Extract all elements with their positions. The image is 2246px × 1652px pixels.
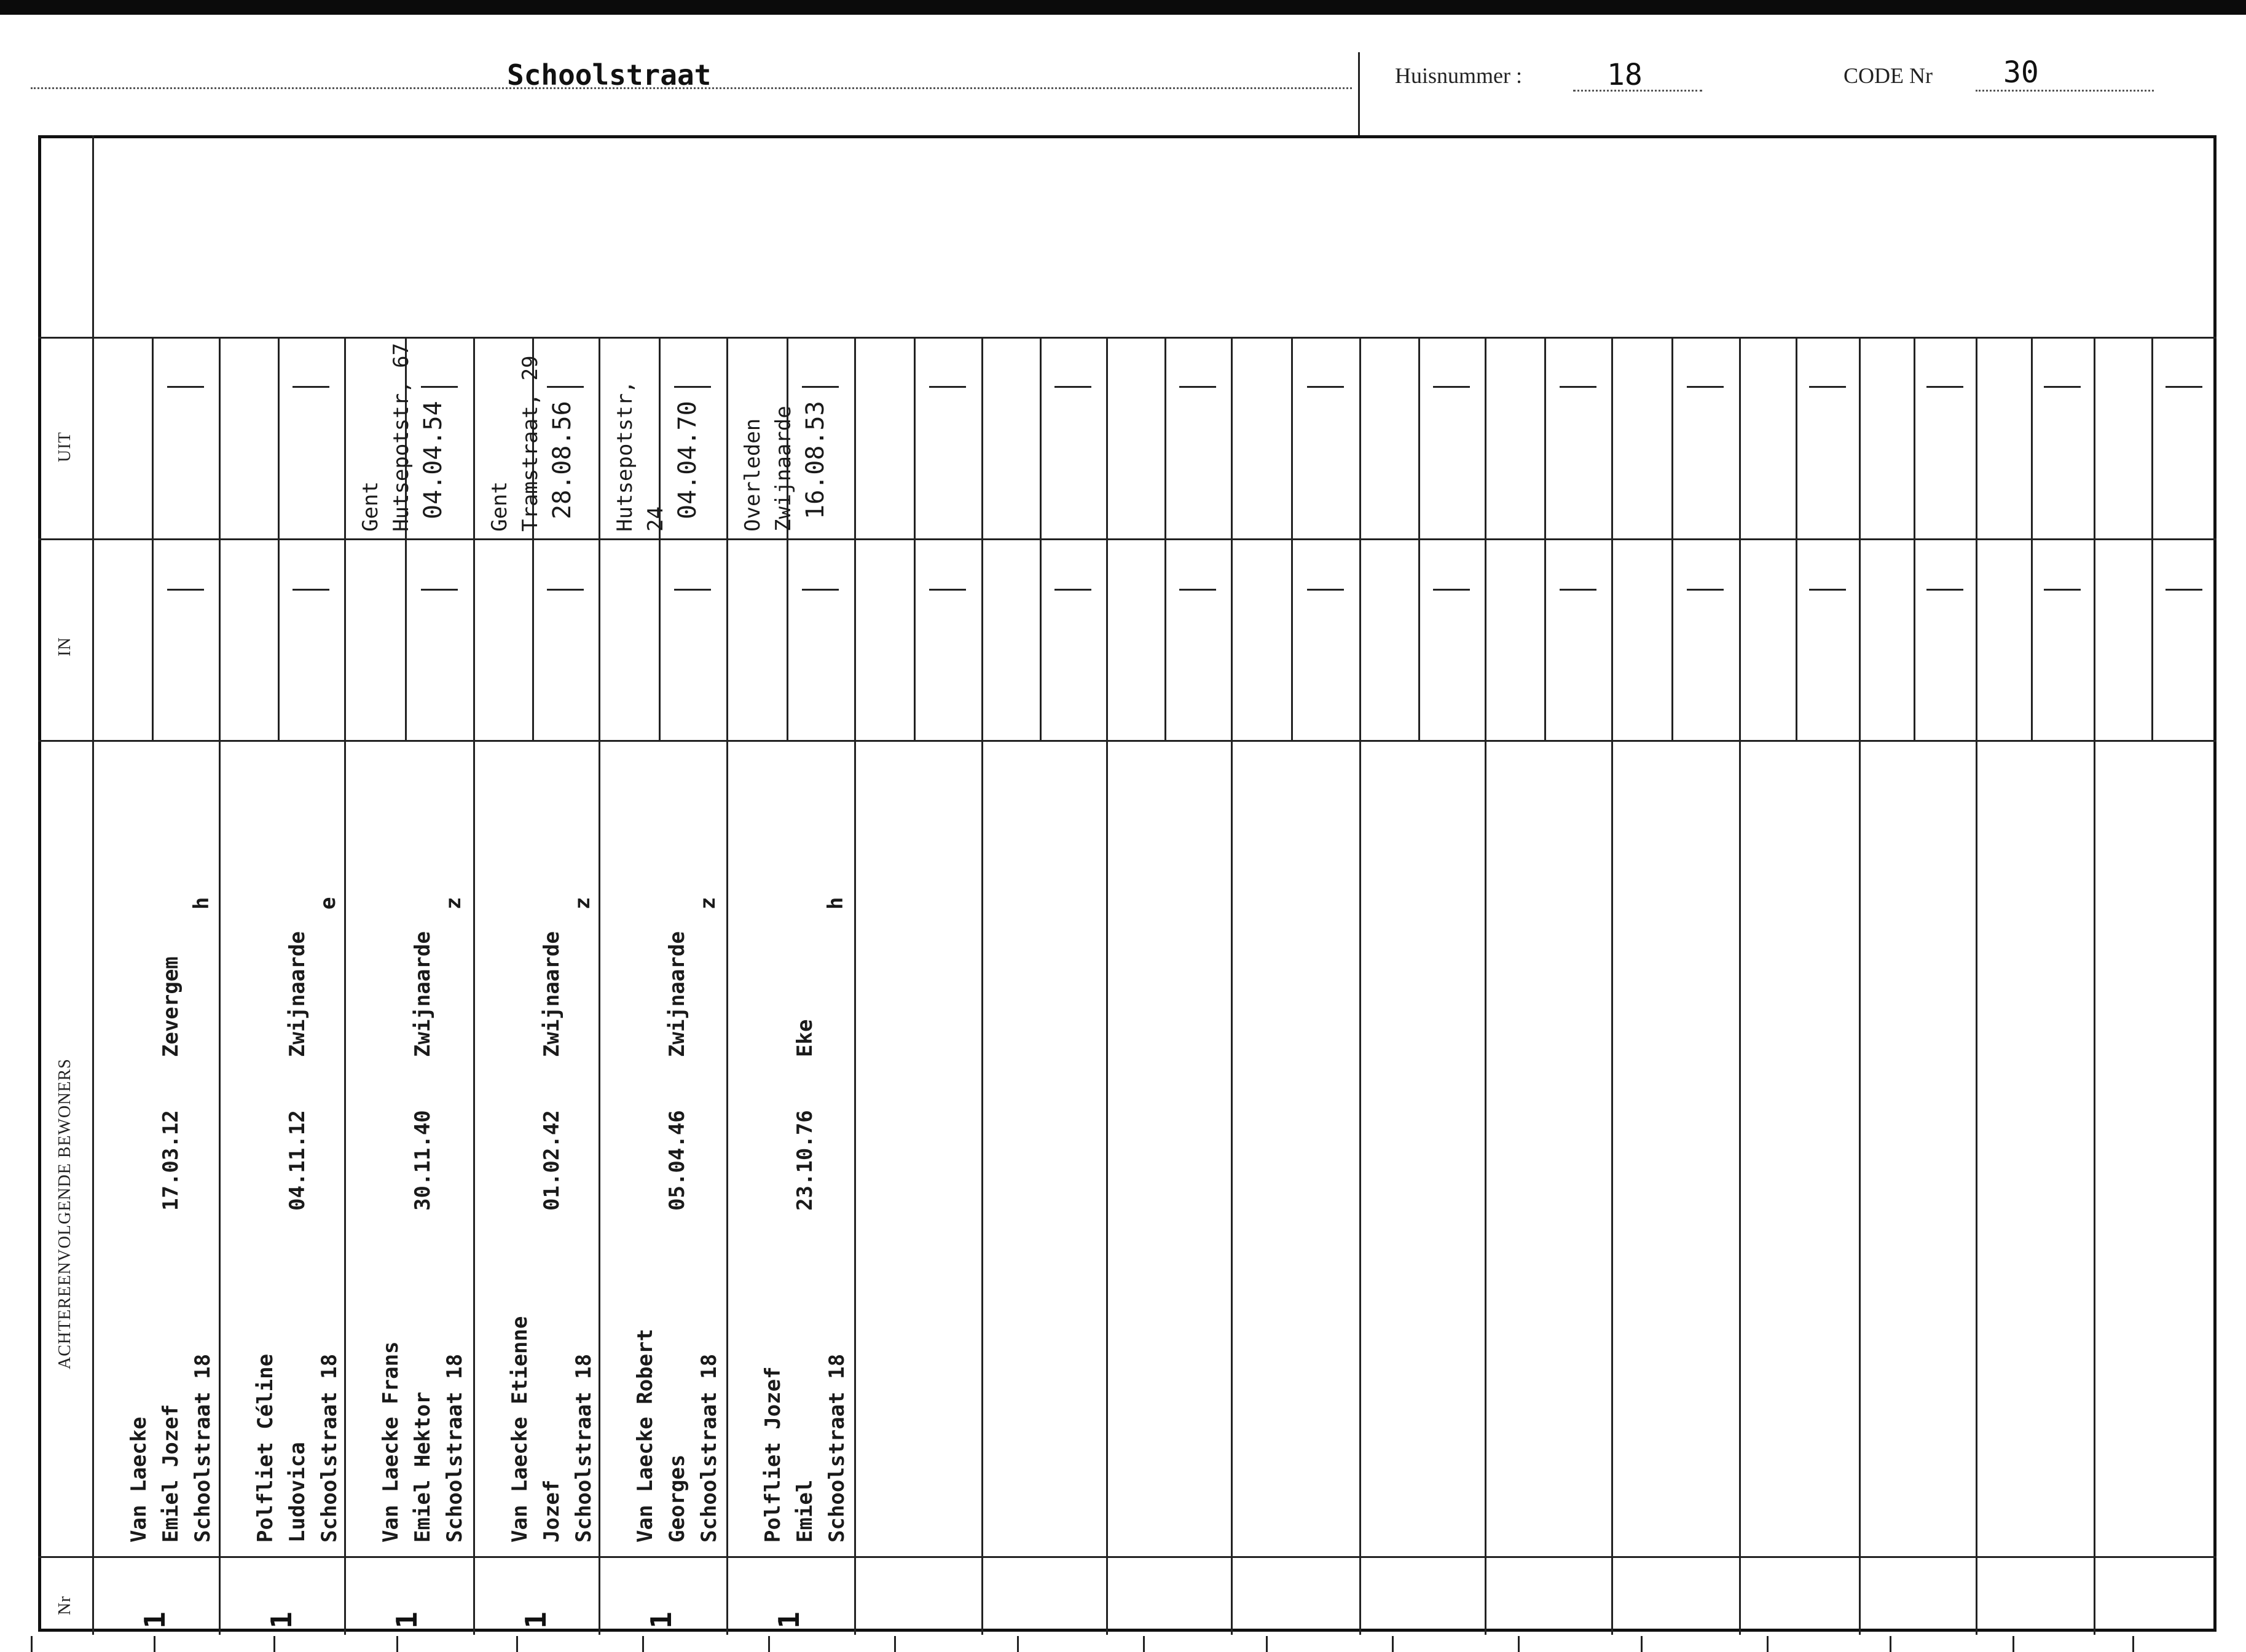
uit-top-line: [38, 337, 2217, 339]
resident-nr: 1: [390, 1611, 423, 1629]
resident-birth-place: Zwijnaarde: [410, 931, 435, 1057]
in-dash: [293, 589, 329, 591]
resident-name2: Emiel: [793, 1479, 817, 1543]
bottom-tick: [31, 1636, 33, 1652]
in-dash: [2166, 589, 2202, 591]
resident-nr: 1: [138, 1611, 171, 1629]
uit-destination: [355, 343, 417, 532]
code-value: 30: [2003, 55, 2039, 90]
code-dotted-line: [1976, 90, 2154, 92]
in-dash: [2044, 589, 2081, 591]
uit-dash: [2166, 386, 2202, 388]
in-label: IN: [55, 637, 74, 656]
resident-birth-date: 17.03.12: [159, 1110, 183, 1211]
column-line: [1976, 337, 1977, 1635]
label-column-line: [92, 135, 94, 1635]
resident-name1: Polfliet Céline: [253, 1353, 278, 1543]
resident-address: Schoolstraat 18: [442, 1353, 467, 1543]
column-line: [219, 337, 221, 1635]
resident-name1: Polfliet Jozef: [761, 1366, 785, 1543]
sub-column-line: [1796, 337, 1797, 740]
uit-line2: Hutsepotstr, 67: [389, 342, 414, 532]
uit-dash: [547, 386, 584, 388]
uit-line1: Gent: [358, 481, 383, 532]
uit-dash: [421, 386, 458, 388]
bottom-tick: [2132, 1636, 2134, 1652]
resident-mark: z: [696, 897, 720, 910]
bottom-tick: [154, 1636, 155, 1652]
resident-mark: h: [189, 897, 214, 910]
uit-date: 04.04.54: [419, 401, 447, 519]
in-dash: [1433, 589, 1470, 591]
resident-name2: Emiel Jozef: [159, 1404, 183, 1543]
column-line: [726, 337, 728, 1635]
resident-name2: Ludovica: [285, 1442, 310, 1543]
uit-line1: Gent: [487, 481, 512, 532]
resident-name-block: [504, 1316, 600, 1543]
column-line: [854, 337, 856, 1635]
resident-mark: z: [441, 897, 466, 910]
uit-dash: [1054, 386, 1091, 388]
sub-column-line: [152, 337, 154, 740]
resident-birth-place: Zwijnaarde: [540, 931, 564, 1057]
uit-date: 28.08.56: [548, 401, 576, 519]
in-dash: [1054, 589, 1091, 591]
uit-dash: [1179, 386, 1216, 388]
bottom-tick: [1767, 1636, 1769, 1652]
uit-dash: [167, 386, 204, 388]
resident-birth-date: 05.04.46: [665, 1110, 689, 1211]
column-line: [2094, 337, 2095, 1635]
resident-address: Schoolstraat 18: [825, 1353, 849, 1543]
residents-label: ACHTEREENVOLGENDE BEWONERS: [55, 1058, 74, 1369]
in-dash: [421, 589, 458, 591]
column-line: [1611, 337, 1613, 1635]
in-dash: [167, 589, 204, 591]
uit-dash: [802, 386, 839, 388]
bottom-tick: [1518, 1636, 1520, 1652]
uit-dash: [1307, 386, 1344, 388]
in-dash: [674, 589, 711, 591]
bottom-tick: [894, 1636, 896, 1652]
bottom-tick: [768, 1636, 770, 1652]
header-separator: [1358, 52, 1360, 135]
resident-address: Schoolstraat 18: [317, 1353, 342, 1543]
resident-name1: Van Laecke Frans: [379, 1341, 403, 1543]
sub-column-line: [1671, 337, 1673, 740]
sub-column-line: [1040, 337, 1042, 740]
resident-name2: Emiel Hektor: [410, 1391, 435, 1543]
in-dash: [1926, 589, 1963, 591]
house-number-label: Huisnummer :: [1395, 63, 1522, 88]
in-dash: [1179, 589, 1216, 591]
resident-birth-place: Eke: [793, 1019, 817, 1057]
resident-birth-place: Zevergem: [159, 956, 183, 1057]
nr-top-line: [38, 1556, 2217, 1558]
uit-destination: [737, 406, 799, 532]
bottom-tick: [1266, 1636, 1268, 1652]
bottom-tick: [1017, 1636, 1019, 1652]
resident-name-block: [629, 1329, 725, 1543]
uit-line2: Zwijnaarde: [771, 406, 796, 532]
in-dash: [1560, 589, 1596, 591]
resident-name2: Georges: [665, 1454, 689, 1543]
bottom-tick: [273, 1636, 275, 1652]
uit-destination: [610, 380, 671, 532]
column-line: [1485, 337, 1486, 1635]
resident-name1: Van Laecke Etienne: [508, 1316, 532, 1543]
in-dash: [1687, 589, 1724, 591]
resident-mark: h: [823, 897, 848, 910]
resident-name-block: [375, 1341, 471, 1543]
sub-column-line: [1914, 337, 1915, 740]
resident-name1: Van Laecke: [127, 1417, 151, 1543]
uit-dash: [929, 386, 966, 388]
resident-nr: 1: [645, 1611, 678, 1629]
sub-column-line: [1418, 337, 1420, 740]
resident-birth-place: Zwijnaarde: [285, 931, 310, 1057]
residents-top-line: [38, 740, 2217, 742]
resident-address: Schoolstraat 18: [190, 1353, 215, 1543]
resident-name2: Jozef: [540, 1479, 564, 1543]
column-line: [1106, 337, 1108, 1635]
nr-label: Nr: [55, 1595, 74, 1615]
sub-column-line: [1291, 337, 1293, 740]
uit-dash: [2044, 386, 2081, 388]
uit-dash: [1687, 386, 1724, 388]
uit-dash: [1809, 386, 1846, 388]
sub-column-line: [914, 337, 916, 740]
uit-dash: [1926, 386, 1963, 388]
bottom-tick: [1143, 1636, 1145, 1652]
uit-date: 04.04.70: [673, 401, 702, 519]
sub-column-line: [278, 337, 280, 740]
bottom-tick: [1641, 1636, 1643, 1652]
sub-column-line: [1164, 337, 1166, 740]
column-line: [473, 337, 475, 1635]
column-line: [1231, 337, 1233, 1635]
uit-dash: [1560, 386, 1596, 388]
uit-destination: [484, 355, 546, 532]
resident-birth-date: 30.11.40: [410, 1110, 435, 1211]
in-dash: [1809, 589, 1846, 591]
column-line: [1359, 337, 1361, 1635]
resident-birth-place: Zwijnaarde: [665, 931, 689, 1057]
scan-top-edge: [0, 0, 2246, 15]
in-dash: [547, 589, 584, 591]
bottom-tick: [516, 1636, 518, 1652]
sub-column-line: [2151, 337, 2153, 740]
resident-mark: e: [316, 897, 340, 910]
column-line: [1739, 337, 1741, 1635]
resident-mark: z: [570, 897, 595, 910]
resident-name-block: [249, 1354, 345, 1543]
in-dash: [1307, 589, 1344, 591]
uit-label: UIT: [55, 431, 74, 462]
resident-name1: Van Laecke Robert: [633, 1329, 658, 1543]
in-top-line: [38, 538, 2217, 540]
bottom-tick: [1392, 1636, 1394, 1652]
uit-dash: [674, 386, 711, 388]
uit-dash: [293, 386, 329, 388]
street-name: Schoolstraat: [507, 58, 712, 92]
sub-column-line: [1544, 337, 1546, 740]
bottom-tick: [642, 1636, 644, 1652]
column-line: [1859, 337, 1861, 1635]
resident-nr: 1: [519, 1611, 552, 1629]
bottom-tick: [1890, 1636, 1891, 1652]
in-dash: [929, 589, 966, 591]
uit-line1: Overleden: [740, 418, 765, 532]
resident-address: Schoolstraat 18: [571, 1353, 596, 1543]
uit-line2: 24: [643, 506, 668, 532]
resident-name-block: [757, 1354, 853, 1543]
bottom-tick: [2012, 1636, 2014, 1652]
resident-address: Schoolstraat 18: [697, 1353, 721, 1543]
code-label: CODE Nr: [1844, 63, 1933, 88]
sub-column-line: [2031, 337, 2033, 740]
uit-date: 16.08.53: [801, 401, 830, 519]
in-dash: [802, 589, 839, 591]
house-number-value: 18: [1607, 58, 1643, 92]
uit-dash: [1433, 386, 1470, 388]
resident-name-block: [123, 1354, 219, 1543]
uit-line2: Tramstraat, 29: [518, 355, 543, 532]
resident-birth-date: 04.11.12: [285, 1110, 310, 1211]
resident-birth-date: 23.10.76: [793, 1110, 817, 1211]
bottom-tick: [396, 1636, 398, 1652]
uit-line1: Hutsepotstr,: [613, 380, 637, 532]
resident-nr: 1: [772, 1611, 806, 1629]
sub-column-line: [787, 337, 788, 740]
resident-nr: 1: [265, 1611, 298, 1629]
column-line: [981, 337, 983, 1635]
resident-birth-date: 01.02.42: [540, 1110, 564, 1211]
